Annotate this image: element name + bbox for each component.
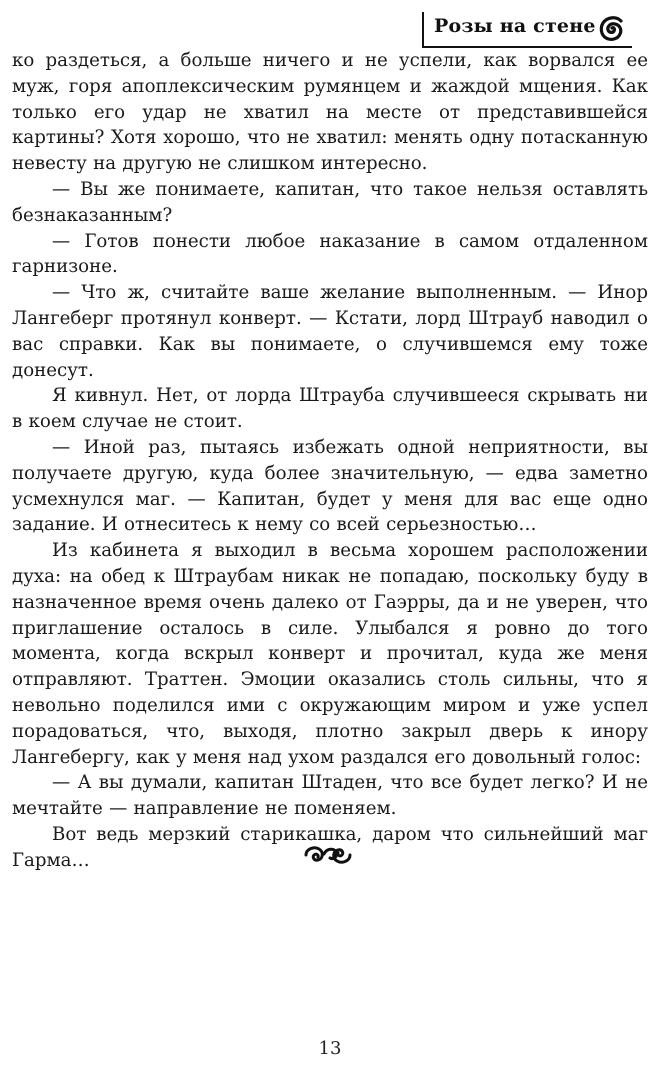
paragraph: ко раздеться, а больше ничего и не успели, как ворвался ее муж, горя апоплексическим румянцем и жаждой мщения. Как только его удар не хватил на месте от представившейся картины? Хотя хорошо, что не хватил: менять одну потасканную невесту на другую не слишком интересно. (12, 50, 648, 175)
paragraph: Я кивнул. Нет, от лорда Штрауба случившееся скрывать ни в коем случае не стоит. (12, 385, 648, 433)
body-text (12, 48, 648, 874)
paragraph: Вот ведь мерзкий старикашка, даром что сильнейший маг Гарма… (12, 823, 648, 871)
paragraph: — Что ж, считайте ваше желание выполненным. — Инор Лангеберг протянул конверт. — Кстати, лорд Штрауб наводил о вас справки. Как вы понимаете, о случившемся ему тоже донесут. (12, 282, 648, 381)
paragraph: — А вы думали, капитан Штаден, что все будет легко? И не мечтайте — направление не поменяем. (12, 772, 648, 820)
paragraph: — Готов понести любое наказание в самом отдаленном гарнизоне. (12, 230, 648, 278)
running-header (422, 8, 632, 52)
header-frame (422, 12, 424, 48)
paragraph: — Иной раз, пытаясь избежать одной неприятности, вы получаете другую, куда более значительную, — едва заметно усмехнулся маг. — Капитан, будет у меня для вас еще одно задание. И отнеситесь к нему со всей серьезностью… (12, 436, 648, 536)
page-number: 13 (318, 1038, 342, 1059)
swirl-ornament-icon (300, 842, 356, 868)
running-title: Розы на стене (434, 15, 596, 37)
spiral-icon (592, 8, 632, 48)
paragraph: Из кабинета я выходил в весьма хорошем расположении духа: на обед к Штраубам никак не попадаю, поскольку буду в назначенное время очень далеко от Гаэрры, да и не уверен, что приглашение осталось в силе. Улыбался я ровно до того момента, когда вскрыл конверт и прочитал, куда же меня отправляют. Траттен. Эмоции оказались столь сильны, что я невольно поделился ими с окружающим миром и уже успел порадоваться, что, выходя, плотно закрыл дверь к инору Лангебергу, как у меня над ухом раздался его довольный голос: (12, 540, 648, 768)
paragraph: — Вы же понимаете, капитан, что такое нельзя оставлять безнаказанным? (12, 178, 648, 226)
